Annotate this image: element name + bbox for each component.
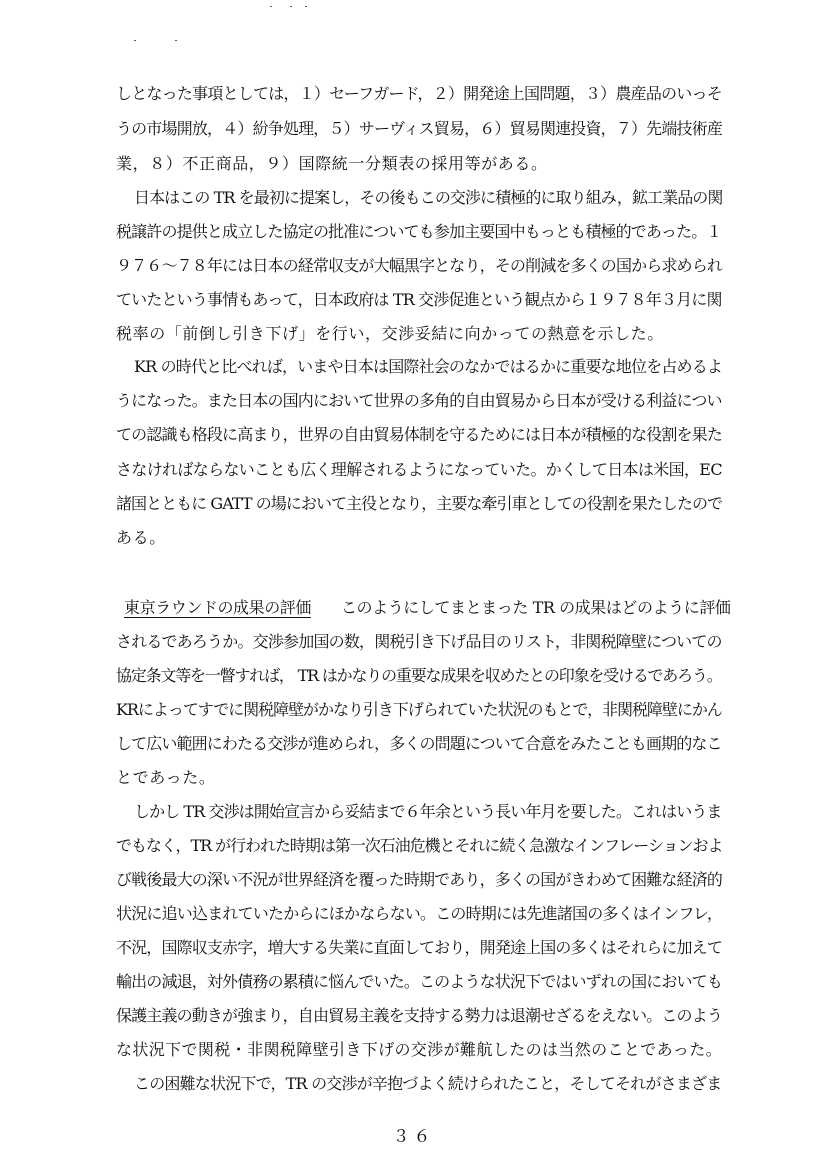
body-line: KR の時代と比べれば，いまや日本は国際社会のなかではるかに重要な地位を占めるよ <box>134 357 723 376</box>
body-line: 諸国とともに GATT の場において主役となり，主要な牽引車としての役割を果たしたので <box>116 494 723 513</box>
body-line: このようにしてまとまった TR の成果はどのように評価 <box>340 598 731 617</box>
body-line: して広い範囲にわたる交渉が進められ，多くの問題について合意をみたことも画期的なこ <box>116 734 722 753</box>
scan-speck <box>270 6 272 7</box>
body-line: 不況，国際収支赤字，増大する失業に直面しており，開発途上国の多くはそれらに加えて <box>116 938 723 957</box>
page-number: ３６ <box>392 1127 435 1147</box>
body-line: 税譲許の提供と成立した協定の批准についても参加主要国中もっとも積極的であった。１ <box>116 222 722 241</box>
body-line: KRによってすでに関税障壁がかなり引き下げられていた状況のもとで，非関税障壁にかん <box>116 700 722 719</box>
body-line: 日本はこの TR を最初に提案し，その後もこの交渉に積極的に取り組み，鉱工業品の関 <box>134 188 723 207</box>
body-line: び戦後最大の深い不況が世界経済を覆った時期であり，多くの国がきわめて困難な経済的 <box>116 870 723 889</box>
body-line: しかし TR 交渉は開始宣言から妥結まで６年余という長い年月を要した。これはいうま <box>134 802 722 821</box>
body-line: 業，８）不正商品，９）国際統一分類表の採用等がある。 <box>116 154 548 173</box>
body-line: 保護主義の動きが強まり，自由貿易主義を支持する勢力は退潮せざるをえない。このよう <box>116 1006 723 1025</box>
body-line: ていたという事情もあって，日本政府は TR 交渉促進という観点から１９７８年３月に関 <box>116 290 722 309</box>
body-line: 状況に追い込まれていたからにほかならない。この時期には先進諸国の多くはインフレ， <box>116 904 723 923</box>
scan-speck <box>175 40 177 41</box>
body-line: 税率の「前倒し引き下げ」を行い，交渉妥結に向かっての熱意を示した。 <box>116 324 664 343</box>
body-line: ての認識も格段に高まり，世界の自由貿易体制を守るためには日本が積極的な役割を果た <box>116 425 723 444</box>
section-heading-line <box>124 598 730 618</box>
body-line: さなければならないことも広く理解されるようになっていた。かくして日本は米国，EC <box>116 460 722 479</box>
body-line: この困難な状況下で，TR の交渉が辛抱づよく続けられたこと，そしてそれがさまざま <box>134 1074 722 1093</box>
scan-speck <box>305 6 307 7</box>
body-line: されるであろうか。交渉参加国の数，関税引き下げ品目のリスト，非関税障壁についての <box>116 632 722 651</box>
scan-speck <box>134 40 136 41</box>
body-line: うになった。また日本の国内において世界の多角的自由貿易から日本が受ける利益につい <box>116 391 722 410</box>
body-line: な状況下で関税・非関税障壁引き下げの交渉が難航したのは当然のことであった。 <box>116 1040 723 1059</box>
body-line: ある。 <box>116 528 166 547</box>
body-line: 協定条文等を一瞥すれば， TR はかなりの重要な成果を収めたとの印象を受けるであろう。 <box>116 666 722 685</box>
body-line: ９７６～７８年には日本の経常収支が大幅黒字となり，その削減を多くの国から求められ <box>116 256 723 275</box>
section-heading: 東京ラウンドの成果の評価 <box>124 598 311 617</box>
scan-speck <box>290 6 292 7</box>
body-line: でもなく，TR が行われた時期は第一次石油危機とそれに続く急激なインフレーションおよ <box>116 836 723 855</box>
body-line: しとなった事項としては，１）セーフガード，２）開発途上国問題，３）農産品のいっそ <box>116 84 722 103</box>
body-line: 輸出の減退，対外債務の累積に悩んでいた。このような状況下ではいずれの国においても <box>116 972 723 991</box>
body-line: とであった。 <box>116 768 216 787</box>
body-line: うの市場開放，４）紛争処理，５）サーヴィス貿易，６）貿易関連投資，７）先端技術産 <box>116 119 723 138</box>
